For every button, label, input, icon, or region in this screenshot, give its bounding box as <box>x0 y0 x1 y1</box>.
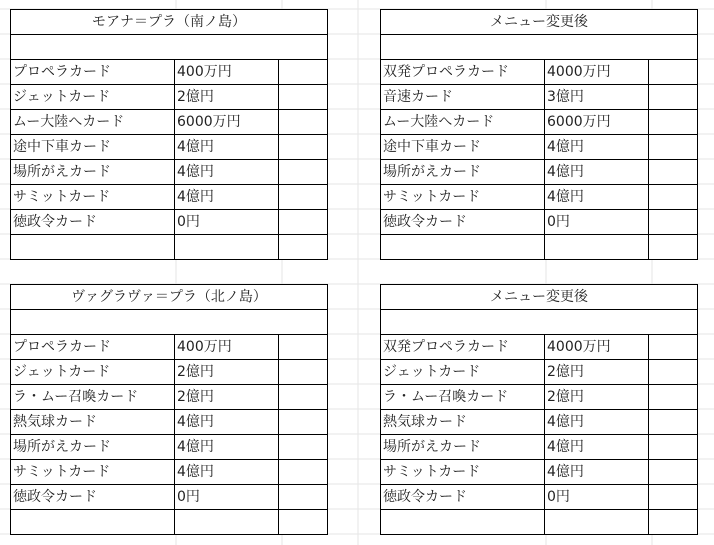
table-row <box>11 385 328 410</box>
card-name-cell[interactable]: 途中下車カード <box>11 135 175 160</box>
empty-cell[interactable] <box>649 360 698 385</box>
empty-cell[interactable] <box>649 185 698 210</box>
price-cell[interactable]: 4000万円 <box>545 335 649 360</box>
table-row <box>381 460 698 485</box>
price-cell[interactable]: 2億円 <box>175 85 279 110</box>
card-name-cell[interactable]: 場所がえカード <box>381 160 545 185</box>
blank-row[interactable] <box>11 35 328 60</box>
table-row <box>381 385 698 410</box>
empty-cell[interactable] <box>279 510 328 535</box>
card-name-cell[interactable]: 徳政令カード <box>11 210 175 235</box>
table-title[interactable]: メニュー変更後 <box>381 285 698 310</box>
card-name-cell[interactable]: 徳政令カード <box>381 210 545 235</box>
price-cell[interactable]: 4億円 <box>545 435 649 460</box>
card-name-cell[interactable]: 熱気球カード <box>381 410 545 435</box>
table-row <box>11 485 328 510</box>
table-row <box>381 135 698 160</box>
table-vagrava-pura <box>10 284 328 535</box>
empty-cell[interactable] <box>649 510 698 535</box>
empty-cell[interactable] <box>279 185 328 210</box>
empty-cell[interactable] <box>279 110 328 135</box>
card-name-cell[interactable]: 徳政令カード <box>381 485 545 510</box>
empty-cell[interactable] <box>279 360 328 385</box>
blank-row[interactable] <box>381 35 698 60</box>
table-moana-pura-updated <box>380 9 698 260</box>
empty-cell[interactable] <box>279 135 328 160</box>
table-row <box>11 60 328 85</box>
empty-cell[interactable] <box>175 510 279 535</box>
empty-cell[interactable] <box>279 235 328 260</box>
price-cell[interactable]: 0円 <box>545 210 649 235</box>
empty-cell[interactable] <box>279 485 328 510</box>
empty-cell[interactable] <box>175 235 279 260</box>
price-cell[interactable]: 2億円 <box>545 385 649 410</box>
empty-cell[interactable] <box>11 510 175 535</box>
table-title[interactable]: モアナ＝プラ（南ノ島） <box>11 10 328 35</box>
table-row <box>11 135 328 160</box>
price-cell[interactable]: 6000万円 <box>175 110 279 135</box>
empty-cell[interactable] <box>649 435 698 460</box>
empty-cell[interactable] <box>545 235 649 260</box>
table-row <box>381 110 698 135</box>
table-row <box>381 360 698 385</box>
empty-cell[interactable] <box>279 410 328 435</box>
empty-cell[interactable] <box>649 235 698 260</box>
card-name-cell[interactable]: ジェットカード <box>11 360 175 385</box>
card-name-cell[interactable]: サミットカード <box>381 185 545 210</box>
table-row <box>11 510 328 535</box>
table-row <box>11 210 328 235</box>
card-name-cell[interactable]: 双発プロペラカード <box>381 335 545 360</box>
empty-cell[interactable] <box>279 60 328 85</box>
price-cell[interactable]: 4億円 <box>545 410 649 435</box>
price-cell[interactable]: 3億円 <box>545 85 649 110</box>
empty-cell[interactable] <box>649 210 698 235</box>
empty-cell[interactable] <box>279 385 328 410</box>
table-row <box>381 185 698 210</box>
table-vagrava-pura-updated <box>380 284 698 535</box>
table-row <box>11 460 328 485</box>
price-cell[interactable]: 0円 <box>175 210 279 235</box>
price-cell[interactable]: 4億円 <box>175 410 279 435</box>
table-row <box>11 235 328 260</box>
card-name-cell[interactable]: プロペラカード <box>11 60 175 85</box>
table-row <box>381 235 698 260</box>
card-name-cell[interactable]: 徳政令カード <box>11 485 175 510</box>
empty-cell[interactable] <box>381 235 545 260</box>
empty-cell[interactable] <box>545 510 649 535</box>
empty-cell[interactable] <box>649 460 698 485</box>
price-cell[interactable]: 4億円 <box>175 135 279 160</box>
empty-cell[interactable] <box>649 335 698 360</box>
card-name-cell[interactable]: ムー大陸へカード <box>381 110 545 135</box>
price-cell[interactable]: 4億円 <box>545 135 649 160</box>
price-cell[interactable]: 2億円 <box>545 360 649 385</box>
empty-cell[interactable] <box>649 160 698 185</box>
table-row <box>11 435 328 460</box>
price-cell[interactable]: 4億円 <box>175 460 279 485</box>
card-name-cell[interactable]: ラ・ムー召喚カード <box>381 385 545 410</box>
empty-cell[interactable] <box>649 385 698 410</box>
table-row <box>381 160 698 185</box>
price-cell[interactable]: 4億円 <box>175 160 279 185</box>
card-name-cell[interactable]: ジェットカード <box>381 360 545 385</box>
table-row <box>381 510 698 535</box>
table-row <box>381 410 698 435</box>
empty-cell[interactable] <box>11 235 175 260</box>
empty-cell[interactable] <box>279 435 328 460</box>
card-name-cell[interactable]: ムー大陸へカード <box>11 110 175 135</box>
empty-cell[interactable] <box>649 135 698 160</box>
table-row <box>381 485 698 510</box>
table-row <box>11 185 328 210</box>
table-row <box>381 85 698 110</box>
price-cell[interactable]: 0円 <box>175 485 279 510</box>
table-title[interactable]: メニュー変更後 <box>381 10 698 35</box>
price-cell[interactable]: 0円 <box>545 485 649 510</box>
card-name-cell[interactable]: 熱気球カード <box>11 410 175 435</box>
card-name-cell[interactable]: 場所がえカード <box>11 435 175 460</box>
empty-cell[interactable] <box>279 160 328 185</box>
empty-cell[interactable] <box>649 410 698 435</box>
price-cell[interactable]: 4億円 <box>175 185 279 210</box>
table-row <box>381 60 698 85</box>
card-name-cell[interactable]: 音速カード <box>381 85 545 110</box>
blank-row[interactable] <box>11 310 328 335</box>
empty-cell[interactable] <box>279 460 328 485</box>
price-cell[interactable]: 2億円 <box>175 385 279 410</box>
empty-cell[interactable] <box>649 60 698 85</box>
empty-cell[interactable] <box>381 510 545 535</box>
card-name-cell[interactable]: サミットカード <box>381 460 545 485</box>
table-row <box>381 335 698 360</box>
price-cell[interactable]: 4億円 <box>545 160 649 185</box>
card-name-cell[interactable]: 双発プロペラカード <box>381 60 545 85</box>
empty-cell[interactable] <box>279 335 328 360</box>
empty-cell[interactable] <box>649 110 698 135</box>
table-row <box>11 110 328 135</box>
empty-cell[interactable] <box>649 85 698 110</box>
price-cell[interactable]: 6000万円 <box>545 110 649 135</box>
card-name-cell[interactable]: プロペラカード <box>11 335 175 360</box>
card-name-cell[interactable]: 場所がえカード <box>11 160 175 185</box>
table-row <box>11 360 328 385</box>
table-moana-pura <box>10 9 328 260</box>
empty-cell[interactable] <box>279 85 328 110</box>
table-row <box>381 210 698 235</box>
price-cell[interactable]: 400万円 <box>175 60 279 85</box>
price-cell[interactable]: 2億円 <box>175 360 279 385</box>
empty-cell[interactable] <box>279 210 328 235</box>
price-cell[interactable]: 4000万円 <box>545 60 649 85</box>
table-row <box>11 410 328 435</box>
card-name-cell[interactable]: ラ・ムー召喚カード <box>11 385 175 410</box>
card-name-cell[interactable]: ジェットカード <box>11 85 175 110</box>
card-name-cell[interactable]: サミットカード <box>11 185 175 210</box>
card-name-cell[interactable]: サミットカード <box>11 460 175 485</box>
table-row <box>11 160 328 185</box>
table-title[interactable]: ヴァグラヴァ＝プラ（北ノ島） <box>11 285 328 310</box>
price-cell[interactable]: 4億円 <box>545 460 649 485</box>
card-name-cell[interactable]: 途中下車カード <box>381 135 545 160</box>
card-name-cell[interactable]: 場所がえカード <box>381 435 545 460</box>
empty-cell[interactable] <box>649 485 698 510</box>
table-row <box>11 335 328 360</box>
price-cell[interactable]: 4億円 <box>545 185 649 210</box>
table-row <box>11 85 328 110</box>
price-cell[interactable]: 4億円 <box>175 435 279 460</box>
price-cell[interactable]: 400万円 <box>175 335 279 360</box>
table-row <box>381 435 698 460</box>
blank-row[interactable] <box>381 310 698 335</box>
